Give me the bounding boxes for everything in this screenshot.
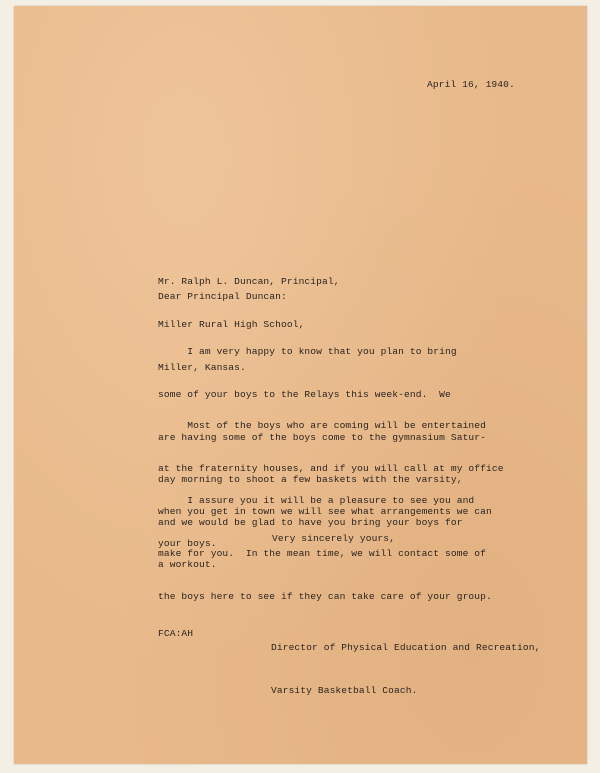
letter-date: April 16, 1940.: [427, 79, 515, 90]
letter-page: [14, 6, 587, 764]
signature-title-line-1: Director of Physical Education and Recreation,: [271, 642, 541, 654]
signature-title-line-2: Varsity Basketball Coach.: [271, 685, 418, 697]
body-paragraph-3: [158, 466, 474, 580]
paragraph-line: are having some of the boys come to the gymnasium Satur-: [158, 431, 487, 443]
salutation: Dear Principal Duncan:: [158, 291, 287, 302]
recipient-name-line: Mr. Ralph L. Duncan, Principal,: [158, 276, 340, 288]
paragraph-line: your boys.: [158, 538, 217, 550]
paragraph-line: at the fraternity houses, and if you will call at my office: [158, 463, 504, 475]
paragraph-line: day morning to shoot a few baskets with the varsity,: [158, 474, 463, 486]
paragraph-line: a workout.: [158, 559, 217, 571]
signature-title: [271, 613, 540, 727]
paragraph-line: some of your boys to the Relays this week-end. We: [158, 389, 451, 401]
complimentary-closing: Very sincerely yours,: [272, 533, 396, 544]
paragraph-line: the boys here to see if they can take care of your group.: [158, 590, 492, 602]
paragraph-line: and we would be glad to have you bring your boys for: [158, 516, 463, 528]
paragraph-line: make for you. In the mean time, we will contact some of: [158, 548, 487, 560]
reference-initials: FCA:AH: [158, 628, 194, 639]
paragraph-line: I assure you it will be a pleasure to see you and: [158, 495, 475, 507]
paragraph-line: Most of the boys who are coming will be entertained: [158, 420, 487, 432]
recipient-city-line: Miller, Kansas.: [158, 361, 246, 373]
paragraph-line: I am very happy to know that you plan to bring: [158, 346, 457, 358]
paragraph-line: when you get in town we will see what arrangements we can: [158, 505, 492, 517]
recipient-school-line: Miller Rural High School,: [158, 319, 305, 331]
